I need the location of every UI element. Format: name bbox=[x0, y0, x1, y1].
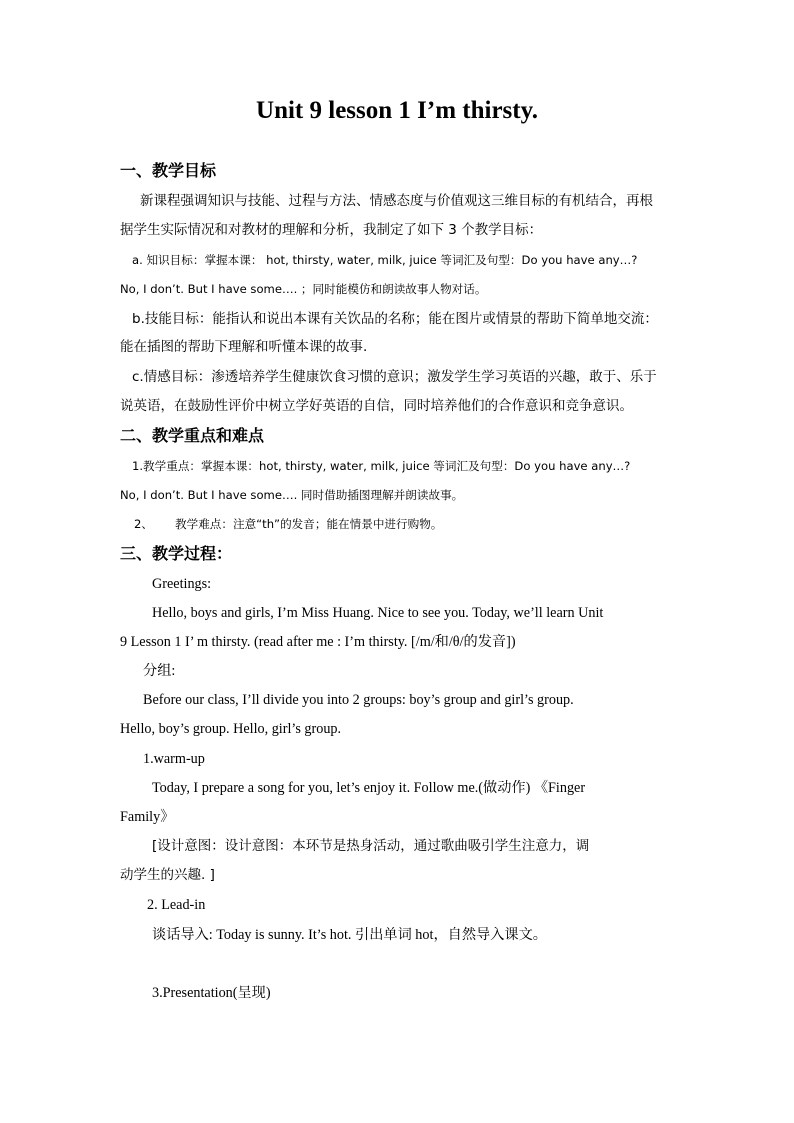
paragraph-line: c.情感目标：渗透培养学生健康饮食习惯的意识；激发学生学习英语的兴趣，敢于、乐于 bbox=[132, 369, 657, 385]
section-heading-objectives: 一、教学目标 bbox=[120, 161, 217, 180]
paragraph-line: Family》 bbox=[120, 809, 175, 825]
greetings-label: Greetings: bbox=[152, 576, 212, 592]
paragraph-line: 动学生的兴趣. ] bbox=[120, 867, 215, 883]
group-label: 分组: bbox=[143, 663, 176, 679]
paragraph-line: 说英语，在鼓励性评价中树立学好英语的自信，同时培养他们的合作意识和竞争意识。 bbox=[120, 398, 633, 414]
paragraph-line: Hello, boys and girls, I’m Miss Huang. Nice to see you. Today, we’ll learn Unit bbox=[152, 605, 604, 621]
section-heading-key-points: 二、教学重点和难点 bbox=[120, 426, 265, 445]
paragraph-line: 谈话导入: Today is sunny. It’s hot. 引出单词 hot，自然导入课文。 bbox=[152, 927, 547, 943]
paragraph-line: Before our class, I’ll divide you into 2 groups: boy’s group and girl’s group. bbox=[143, 692, 574, 708]
paragraph-line: 1.教学重点：掌握本课：hot, thirsty, water, milk, juice 等词汇及句型：Do you have any…? bbox=[132, 459, 631, 473]
paragraph-line: Today, I prepare a song for you, let’s enjoy it. Follow me.(做动作) 《Finger bbox=[152, 780, 586, 796]
warmup-label: 1.warm-up bbox=[143, 751, 205, 767]
presentation-label: 3.Presentation(呈现) bbox=[152, 985, 271, 1001]
list-number: 2、 bbox=[134, 517, 153, 531]
leadin-label: 2. Lead-in bbox=[147, 897, 206, 913]
paragraph-line: 据学生实际情况和对教材的理解和分析，我制定了如下 3 个教学目标： bbox=[120, 222, 543, 238]
section-heading-process: 三、教学过程： bbox=[120, 544, 233, 563]
paragraph-line: No, I don’t. But I have some…. ；同时能模仿和朗读故事人物对话。 bbox=[120, 282, 487, 296]
paragraph-line: 9 Lesson 1 I’ m thirsty. (read after me : I’m thirsty. [/m/和/θ/的发音]) bbox=[120, 634, 516, 650]
paragraph-line: [设计意图：设计意图：本环节是热身活动，通过歌曲吸引学生注意力，调 bbox=[152, 838, 590, 854]
paragraph-line: 新课程强调知识与技能、过程与方法、情感态度与价值观这三维目标的有机结合，再根 bbox=[140, 193, 653, 209]
paragraph-line: a. 知识目标：掌握本课： hot, thirsty, water, milk, juice 等词汇及句型：Do you have any…? bbox=[132, 253, 638, 267]
paragraph-line: 教学难点：注意“th”的发音；能在情景中进行购物。 bbox=[175, 517, 443, 531]
paragraph-line: No, I don’t. But I have some…. 同时借助插图理解并朗读故事。 bbox=[120, 488, 464, 502]
paragraph-line: b.技能目标：能指认和说出本课有关饮品的名称；能在图片或情景的帮助下简单地交流： bbox=[132, 311, 658, 327]
paragraph-line: Hello, boy’s group. Hello, girl’s group. bbox=[120, 721, 342, 737]
document-title: Unit 9 lesson 1 I’m thirsty. bbox=[256, 97, 538, 124]
paragraph-line: 能在插图的帮助下理解和听懂本课的故事. bbox=[120, 339, 368, 355]
